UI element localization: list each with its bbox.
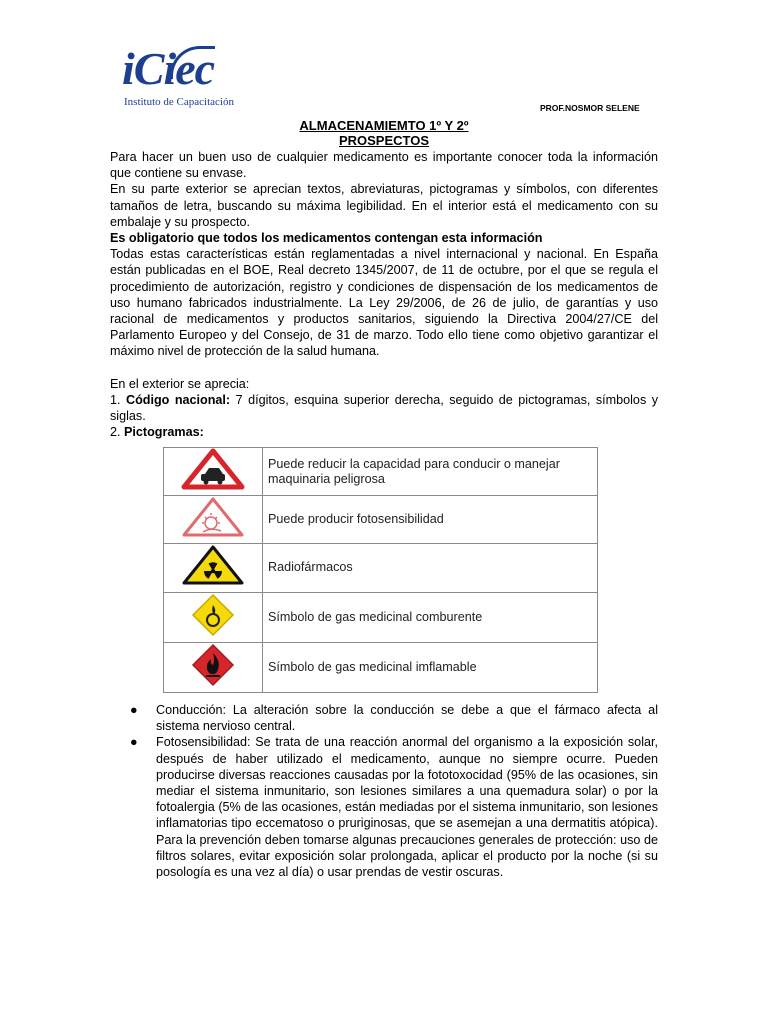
document-subtitle: PROSPECTOS [338,133,430,148]
list-item-fotosensibilidad [130,734,658,880]
driving-warning-icon [181,448,245,490]
item-2-heading: Pictogramas: [124,425,204,440]
pictogram-cell [164,496,263,544]
list-item-text: Fotosensibilidad: Se trata de una reacción anormal del organismo a la exposición solar, después de haber utilizado el medicamento, aunque no siempre ocurre. Pueden producirse diversas reacciones causadas por la fototoxocidad (95% de las ocasiones, sin mediar el sistema inmunitario, son lesiones similares a una quemadura solar) o por la fotoalergia (5% de las ocasiones, están mediadas por el sistema inmunitario, son lesiones inflamatorias tipo eccematoso o pruriginosas, que se asemejan a una dermatitis atópica). Para la prevención deben tomarse algunas precauciones generales de protección: uso de filtros solares, evitar exposición solar prolongada, aplicar el producto por la noche (si su posología es una vez al día) o usar prendas de vestir oscuras. [156,735,658,880]
list-item-text: Conducción: La alteración sobre la conducción se debe a que el fármaco afecta al sistema nervioso central. [156,703,658,734]
item-2-number: 2. [110,425,121,440]
pictogram-cell [164,544,263,592]
author-label: PROF.NOSMOR SELENE [540,103,640,113]
exterior-intro: En el exterior se aprecia: [110,376,250,391]
pictogram-label: Símbolo de gas medicinal comburente [263,592,598,642]
photosensitivity-icon [181,496,245,538]
exterior-item-1 [110,392,658,424]
pictogram-cell [164,642,263,692]
regulation-paragraph: Todas estas características están reglamentadas a nivel internacional y nacional. En España están publicadas en el BOE, Real decreto 1345/2007, de 11 de octubre, por el que se regula el procedimiento de autorización, registro y condiciones de dispensación de los medicamentos de uso humano fabricados industrialmente. La Ley 29/2006, de 26 de julio, de garantías y uso racional de medicamentos y productos sanitarios, siguiendo la Directiva 2004/27/CE del Parlamento Europeo y del Consejo, de 31 de marzo. Todo ello tiene como objetivo garantizar el máximo nivel de protección de la salud humana. [110,247,658,359]
pictogram-cell [164,448,263,496]
oxidizing-gas-icon [191,593,235,637]
pictogram-label: Puede producir fotosensibilidad [263,496,598,544]
exterior-item-2 [110,424,658,440]
pictogram-row [164,448,598,496]
list-item-conduccion [130,702,658,734]
intro-paragraph-2: En su parte exterior se aprecian textos, abreviaturas, pictogramas y símbolos, con diferentes tamaños de letra, buscando su máxima legibilidad. En el interior está el medicamento con su embalaje y su prospecto. [110,182,658,229]
radioactive-icon [181,544,245,586]
explanation-list [130,702,658,880]
pictogram-label: Símbolo de gas medicinal imflamable [263,642,598,692]
document-title: ALMACENAMIEMTO 1º Y 2º [299,118,469,133]
logo-wordmark: iCiec [122,43,215,94]
intro-paragraph-1: Para hacer un buen uso de cualquier medicamento es importante conocer toda la información que contiene su envase. [110,150,658,181]
pictogram-label: Radiofármacos [263,544,598,592]
institute-logo [120,44,250,114]
logo-subtitle: Instituto de Capacitación [124,96,234,108]
pictogram-label: Puede reducir la capacidad para conducir o manejar maquinaria peligrosa [263,448,598,496]
flammable-gas-icon [191,643,235,687]
bullet-marker: ● [130,735,138,750]
pictogram-row [164,496,598,544]
item-1-text: 7 dígitos, esquina superior derecha, seguido de pictogramas, símbolos y siglas. [110,392,659,424]
pictogram-row [164,592,598,642]
pictogram-row [164,642,598,692]
bullet-marker: ● [130,703,138,717]
pictogram-row [164,544,598,592]
section-subheading: Es obligatorio que todos los medicamentos contengan esta información [110,231,543,246]
pictogram-table [163,447,598,693]
item-1-heading: Código nacional: [126,392,231,407]
document-body [110,149,658,440]
pictogram-cell [164,592,263,642]
item-1-number: 1. [110,392,121,407]
